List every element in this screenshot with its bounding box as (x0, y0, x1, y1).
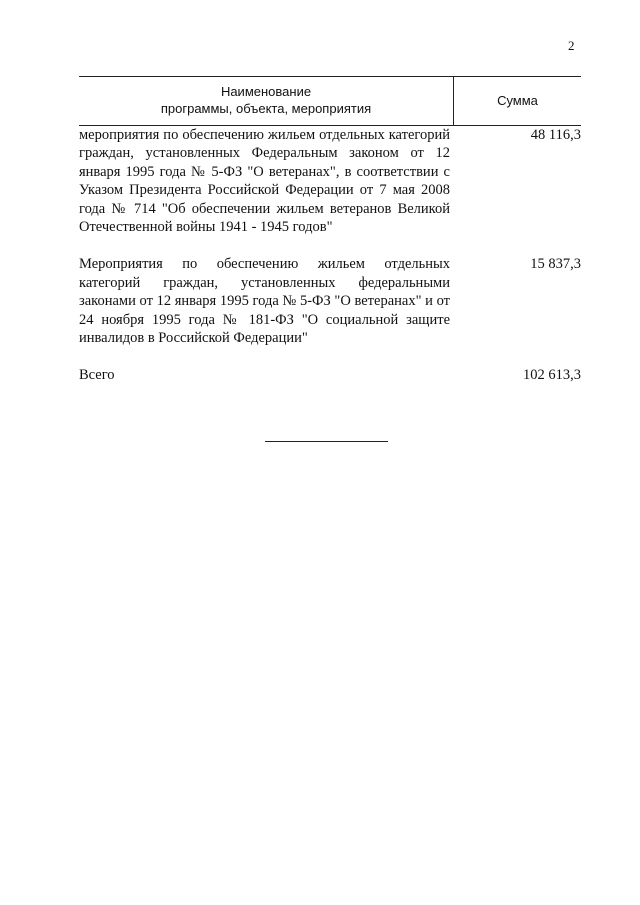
row-sum: 15 837,3 (530, 256, 581, 273)
row-name: мероприятия по обеспечению жильем отдельных категорий граждан, установленных Федеральным законом от 12 января 1995 года № 5-ФЗ "О ветеранах", в соответствии с Указом Президента Российской Федерации от 7 мая 2008 года № 714 "Об обеспечении жильем ветеранов Великой Отечественной войны 1941 - 1945 годов" (79, 127, 450, 236)
header-sum-column: Сумма (497, 93, 538, 108)
table-row (79, 126, 581, 236)
budget-table (79, 76, 581, 385)
table-header (79, 76, 581, 126)
table-row (79, 255, 581, 347)
total-label: Всего (79, 367, 115, 384)
header-name-column (79, 77, 454, 125)
header-name-line-1: Наименование (220, 84, 312, 99)
total-row (79, 366, 581, 384)
row-name: Мероприятия по обеспечению жильем отдельных категорий граждан, установленных федеральными законами от 12 января 1995 года № 5-ФЗ "О ветеранах" и от 24 ноября 1995 года № 181-ФЗ "О социальной защите инвалидов в Российской Федерации" (79, 256, 450, 347)
page-number: 2 (568, 38, 575, 53)
row-sum: 48 116,3 (530, 127, 581, 143)
total-sum: 102 613,3 (523, 367, 581, 384)
end-divider (265, 441, 388, 442)
header-name-line-2: программы, объекта, мероприятия (160, 101, 372, 116)
